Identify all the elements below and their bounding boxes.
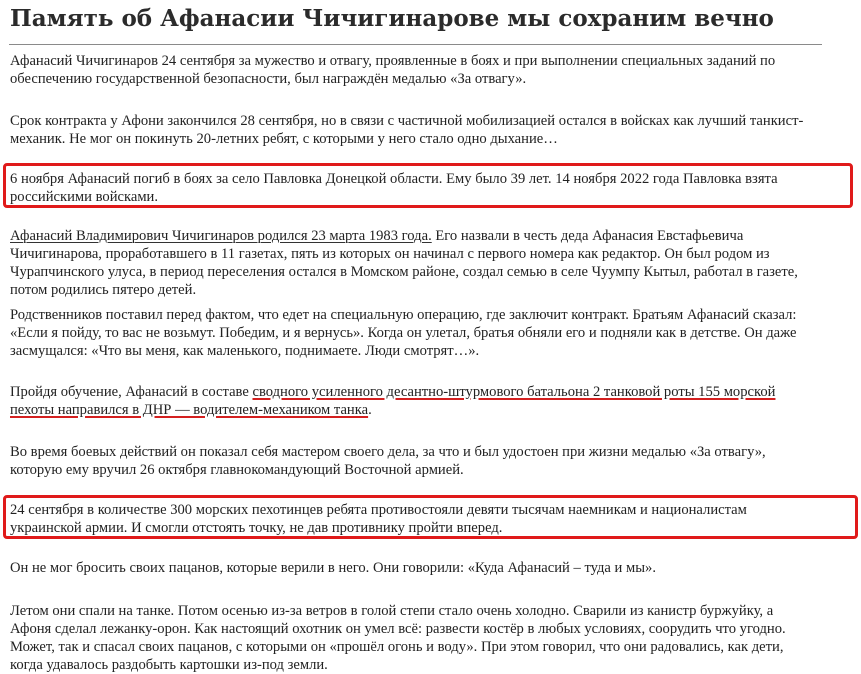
paragraph-biography (10, 227, 855, 299)
text-line: «Если я пойду, то вас не возьмут. Победим, и я вернусь». Когда он улетал, братья обняли его и подняли как в детстве. Он даже (10, 325, 797, 341)
text-line: Срок контракта у Афони закончился 28 сентября, но в связи с частичной мобилизацией остался в войсках как лучший танкист- (10, 113, 804, 129)
text-line: Чурапчинского улуса, в период переселения остался в Момском районе, создал семью в селе Чуумпу Кытыл, работал в газете, (10, 264, 798, 280)
page-title: Память об Афанасии Чичигинарове мы сохраним вечно (10, 5, 774, 32)
text-line: которую ему вручил 26 октября главнокомандующий Восточной армией. (10, 462, 464, 478)
text-line: механик. Не мог он покинуть 20-летних ребят, с которыми у него стало одно дыхание… (10, 131, 558, 147)
underlined-birth-date: Афанасий Владимирович Чичигинаров родился 23 марта 1983 года. (10, 228, 432, 244)
text-line: 6 ноября Афанасий погиб в боях за село Павловка Донецкой области. Ему было 39 лет. 14 ноября 2022 года Павловка взята (10, 171, 778, 187)
text-line: 24 сентября в количестве 300 морских пехотинцев ребята противостояли девяти тысячам наемникам и националистам (10, 502, 747, 518)
text-line: когда удавалось раздобыть картошки из-под земли. (10, 657, 328, 673)
text-line: обеспечению государственной безопасности, был награждён медалью «За отвагу». (10, 71, 527, 87)
text-fragment: Пройдя обучение, Афанасий в составе (10, 384, 253, 400)
paragraph-medal (10, 52, 855, 88)
text-line: Во время боевых действий он показал себя мастером своего дела, за что и был удостоен при жизни медалью «За отвагу», (10, 444, 766, 460)
paragraph-autumn (10, 602, 855, 674)
text-line: засмущался: «Что вы меня, как маленького, поднимаете. Люди смотрят…». (10, 343, 480, 359)
text-line: Афанасий Чичигинаров 24 сентября за мужество и отвагу, проявленные в боях и при выполнении специальных заданий по (10, 53, 776, 69)
text-line: потом родились пятеро детей. (10, 282, 197, 298)
text-line: Летом они спали на танке. Потом осенью из-за ветров в голой степи стало очень холодно. Сварили из канистр буржуйку, а (10, 603, 774, 619)
text-line: украинской армии. И смогли отстоять точку, не дав противнику пройти вперед. (10, 520, 503, 536)
paragraph-contract (10, 112, 855, 148)
red-underlined-unit: сводного усиленного десантно-штурмового батальона 2 танковой роты 155 морской (252, 384, 776, 400)
paragraph-death (10, 170, 855, 206)
text-line: Родственников поставил перед фактом, что едет на специальную операцию, где заключит контракт. Братьям Афанасий сказал: (10, 307, 797, 323)
text-line (10, 401, 855, 419)
paragraph-comrades (10, 559, 855, 577)
text-line (10, 383, 855, 401)
paragraph-training (10, 383, 855, 419)
text-line: Чичигинарова, проработавшего в 11 газетах, пять из которых он начинал с первого номера как редактор. Он был родом из (10, 246, 770, 262)
text-line: Он не мог бросить своих пацанов, которые верили в него. Они говорили: «Куда Афанасий – туда и мы». (10, 560, 657, 576)
paragraph-relatives (10, 306, 855, 360)
text-fragment: Его назвали в честь деда Афанасия Евстафьевича (431, 228, 744, 244)
paragraph-battle (10, 501, 855, 537)
text-line (10, 227, 855, 245)
paragraph-combat (10, 443, 855, 479)
text-line: российскими войсками. (10, 189, 159, 205)
text-line: Афоня сделал лежанку-орон. Как настоящий охотник он умел всё: развести костёр в любых условиях, соорудить что угодно. (10, 621, 786, 637)
title-divider (9, 44, 822, 45)
text-fragment: . (368, 402, 372, 418)
text-line: Может, так и спасал своих пацанов, с которыми он «прошёл огонь и воду». При этом говорил, что они радовались, как дети, (10, 639, 784, 655)
red-underlined-unit: пехоты направился в ДНР — водителем-механиком танка (10, 402, 369, 418)
